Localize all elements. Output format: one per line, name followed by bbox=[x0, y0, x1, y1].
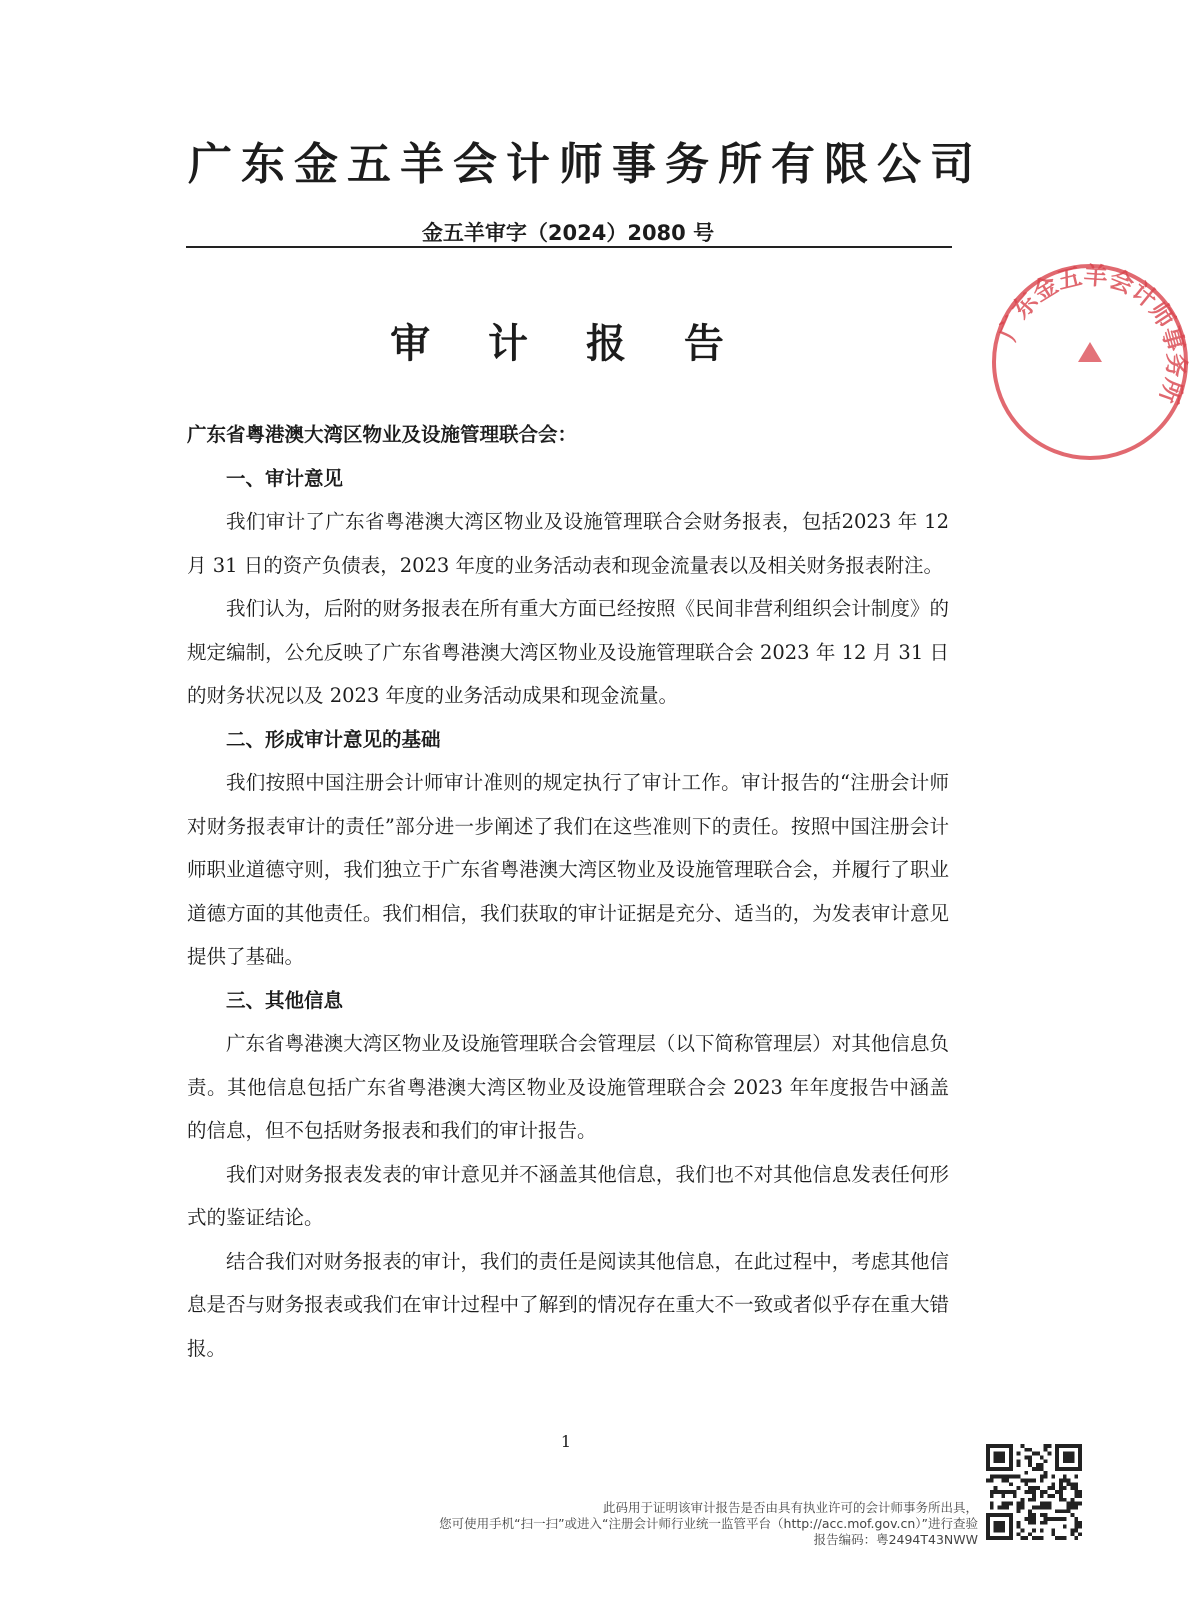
paragraph: 广东省粤港澳大湾区物业及设施管理联合会管理层（以下简称管理层）对其他信息负责。其他信息包括广东省粤港澳大湾区物业及设施管理联合会 2023 年年度报告中涵盖的信息，但不包括财务报表和我们的审计报告。 bbox=[187, 1032, 949, 1142]
report-title: 审 计 报 告 bbox=[390, 321, 746, 367]
paragraph: 我们按照中国注册会计师审计准则的规定执行了审计工作。审计报告的“注册会计师对财务报表审计的责任”部分进一步阐述了我们在这些准则下的责任。按照中国注册会计师职业道德守则，我们独立于广东省粤港澳大湾区物业及设施管理联合会，并履行了职业道德方面的其他责任。我们相信，我们获取的审计证据是充分、适当的，为发表审计意见提供了基础。 bbox=[187, 771, 949, 968]
company-seal-icon bbox=[990, 262, 1190, 462]
paragraph: 我们认为，后附的财务报表在所有重大方面已经按照《民间非营利组织会计制度》的规定编制，公允反映了广东省粤港澳大湾区物业及设施管理联合会 2023 年 12 月 31 日的财务状况以及 2023 年度的业务活动成果和现金流量。 bbox=[187, 597, 949, 707]
firm-name: 广东金五羊会计师事务所有限公司 bbox=[188, 139, 983, 190]
paragraph: 我们审计了广东省粤港澳大湾区物业及设施管理联合会财务报表，包括2023 年 12 月 31 日的资产负债表，2023 年度的业务活动表和现金流量表以及相关财务报表附注。 bbox=[187, 510, 949, 577]
qr-code-icon bbox=[986, 1444, 1082, 1540]
page-number: 1 bbox=[560, 1432, 572, 1451]
footer-line: 此码用于证明该审计报告是否由具有执业许可的会计师事务所出具， bbox=[602, 1500, 978, 1515]
seal-text: 广东金五羊会计师事务所 bbox=[993, 262, 1190, 408]
paragraph: 结合我们对财务报表的审计，我们的责任是阅读其他信息，在此过程中，考虑其他信息是否与财务报表或我们在审计过程中了解到的情况存在重大不一致或者似乎存在重大错报。 bbox=[187, 1249, 949, 1360]
footer-report-code: 报告编码：粤2494T43NWW bbox=[813, 1532, 978, 1547]
footer-line: 您可使用手机“扫一扫”或进入“注册会计师行业统一监管平台（http://acc.mof.gov.cn）”进行查验 bbox=[439, 1516, 978, 1531]
document-number: 金五羊审字（2024）2080 号 bbox=[421, 221, 715, 245]
header-divider bbox=[186, 246, 952, 248]
section-heading-basis: 二、形成审计意见的基础 bbox=[226, 727, 441, 751]
paragraph: 我们对财务报表发表的审计意见并不涵盖其他信息，我们也不对其他信息发表任何形式的鉴证结论。 bbox=[187, 1162, 949, 1229]
report-body bbox=[187, 413, 949, 1370]
section-heading-audit-opinion: 一、审计意见 bbox=[226, 466, 344, 490]
section-heading-other-info: 三、其他信息 bbox=[226, 988, 344, 1012]
verification-footer bbox=[330, 1500, 978, 1548]
addressee: 广东省粤港澳大湾区物业及设施管理联合会： bbox=[187, 423, 578, 446]
